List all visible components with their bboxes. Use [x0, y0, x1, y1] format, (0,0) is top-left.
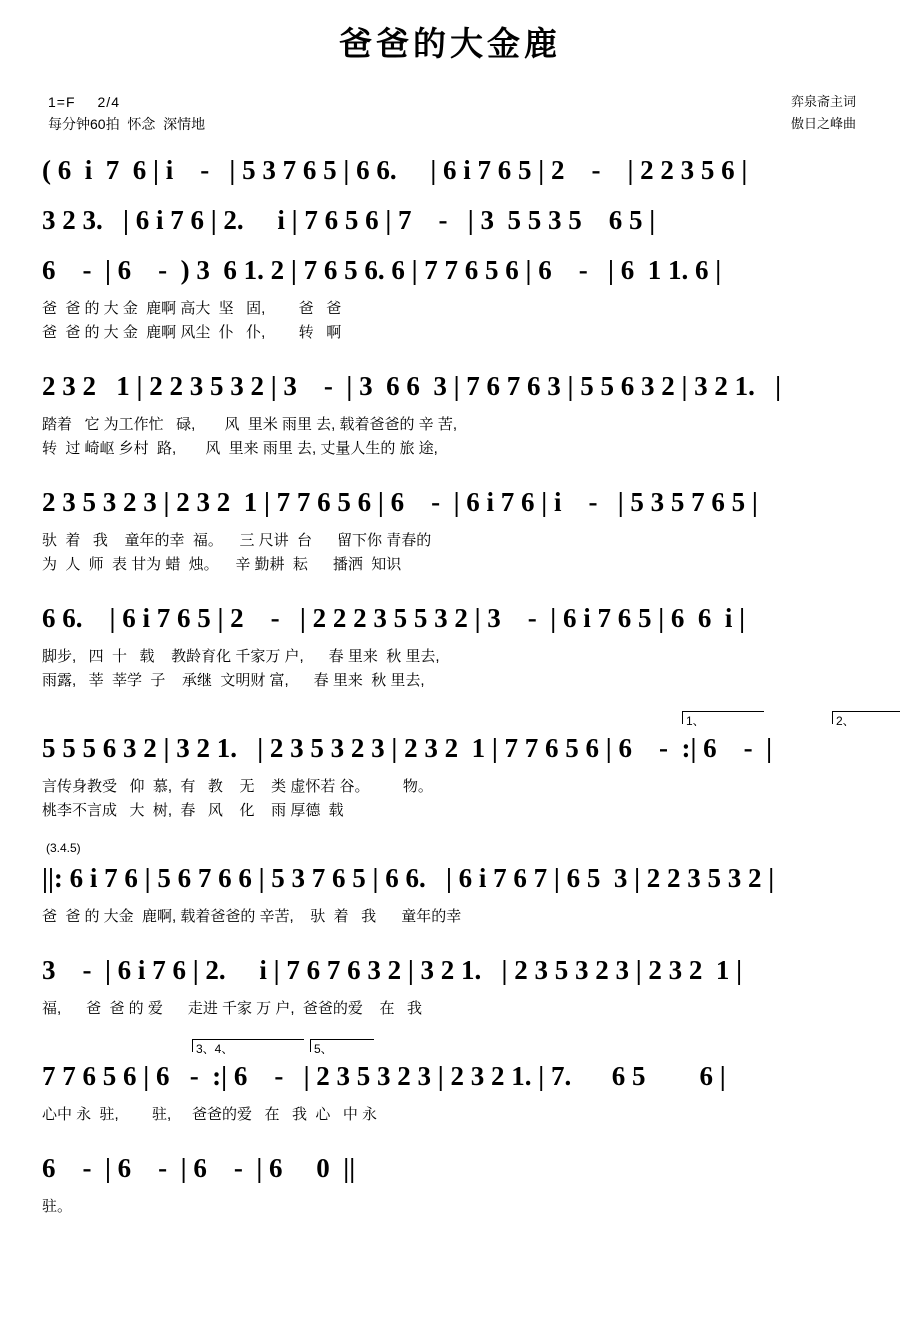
composer-credit: 傲日之峰曲	[790, 116, 856, 131]
note-row: 6 - | 6 - | 6 - | 6 0 ||	[42, 1153, 356, 1183]
lyric-row-verse3: 心中 永 驻, 驻, 爸爸的爱 在 我 心 中 永	[42, 1106, 378, 1123]
music-staff	[42, 147, 858, 1219]
score-meta-right	[791, 91, 856, 135]
score-meta-left	[48, 91, 205, 135]
music-line-7	[42, 725, 858, 823]
note-row: 3 - | 6 i 7 6 | 2. i | 7 6 7 6 3 2 | 3 2 1. | 2 3 5 3 2 3 | 2 3 2 1 |	[42, 955, 743, 985]
lyricist-credit: 弈泉斋主词	[790, 94, 856, 109]
note-row: 7 7 6 5 6 | 6 - :| 6 - | 2 3 5 3 2 3 | 2 3 2 1. | 7. 6 5 6 |	[42, 1061, 726, 1091]
music-line-11	[42, 1145, 858, 1219]
lyric-row-verse2: 爸 爸 的 大 金 鹿啊 风尘 仆 仆, 转 啊	[42, 324, 342, 341]
expression-marking-2: 深情地	[163, 116, 206, 132]
tempo-expression	[48, 113, 205, 135]
music-line-4	[42, 363, 858, 461]
note-row: 2 3 2 1 | 2 2 3 5 3 2 | 3 - | 3 6 6 3 | 7 6 7 6 3 | 5 5 6 3 2 | 3 2 1. |	[42, 371, 782, 401]
lyric-row-verse2: 桃李不言成 大 树, 春 风 化 雨 厚德 载	[42, 802, 344, 819]
key-signature: 1=F	[48, 94, 76, 110]
lyric-row-verse3: 福, 爸 爸 的 爱 走进 千家 万 户, 爸爸的爱 在 我	[42, 1000, 423, 1017]
second-ending-mark: 2、	[832, 711, 900, 724]
note-row: ( 6 i 7 6 | i - | 5 3 7 6 5 | 6 6. | 6 i 7 6 5 | 2 - | 2 2 3 5 6 |	[42, 155, 748, 185]
ending-brackets-row-2	[42, 1039, 858, 1056]
repeat-verse-note: (3.4.5)	[46, 841, 81, 855]
key-time-signature	[48, 91, 205, 113]
lyric-row-verse3: 爸 爸 的 大金 鹿啊, 载着爸爸的 辛苦, 驮 着 我 童年的幸	[42, 908, 462, 925]
ending-brackets-row-1	[42, 711, 858, 728]
lyric-row-verse1: 脚步, 四 十 载 教龄育化 千家万 户, 春 里来 秋 里去,	[42, 648, 440, 665]
tempo-marking: 每分钟60拍	[48, 116, 120, 132]
music-line-2	[42, 197, 858, 245]
page-title: 爸爸的大金鹿	[339, 25, 561, 62]
note-row: 6 - | 6 - ) 3 6 1. 2 | 7 6 5 6. 6 | 7 7 6 5 6 | 6 - | 6 1 1. 6 |	[42, 255, 722, 285]
fifth-ending-mark: 5、	[310, 1039, 374, 1052]
music-line-5	[42, 479, 858, 577]
music-line-3	[42, 247, 858, 345]
first-ending-mark: 1、	[682, 711, 764, 724]
note-row: 6 6. | 6 i 7 6 5 | 2 - | 2 2 2 3 5 5 3 2 | 3 - | 6 i 7 6 5 | 6 6 i |	[42, 603, 746, 633]
lyric-row-verse2: 转 过 崎岖 乡村 路, 风 里来 雨里 去, 丈量人生的 旅 途,	[42, 440, 438, 457]
music-line-6	[42, 595, 858, 693]
sheet-music-page	[0, 18, 900, 1323]
lyric-row-verse2: 雨露, 莘 莘学 子 承继 文明财 富, 春 里来 秋 里去,	[42, 672, 425, 689]
music-line-8	[42, 855, 858, 929]
lyric-row-verse1: 踏着 它 为工作忙 碌, 风 里米 雨里 去, 载着爸爸的 辛 苦,	[42, 416, 458, 433]
time-signature: 2/4	[97, 94, 120, 110]
note-row: 2 3 5 3 2 3 | 2 3 2 1 | 7 7 6 5 6 | 6 - | 6 i 7 6 | i - | 5 3 5 7 6 5 |	[42, 487, 758, 517]
music-line-1	[42, 147, 858, 195]
note-row: ||: 6 i 7 6 | 5 6 7 6 6 | 5 3 7 6 5 | 6 6. | 6 i 7 6 7 | 6 5 3 | 2 2 3 5 3 2 |	[42, 863, 775, 893]
music-line-9	[42, 947, 858, 1021]
lyric-row-final: 驻。	[42, 1198, 73, 1215]
lyric-row-verse2: 为 人 师 表 甘为 蜡 烛。 辛 勤耕 耘 播洒 知识	[42, 556, 402, 573]
note-row: 5 5 5 6 3 2 | 3 2 1. | 2 3 5 3 2 3 | 2 3 2 1 | 7 7 6 5 6 | 6 - :| 6 - |	[42, 733, 773, 763]
expression-marking-1: 怀念	[127, 116, 156, 132]
music-line-10	[42, 1053, 858, 1127]
lyric-row-verse1: 爸 爸 的 大 金 鹿啊 高大 坚 固, 爸 爸	[42, 300, 342, 317]
lyric-row-verse1: 言传身教受 仰 慕, 有 教 无 类 虚怀若 谷。 物。	[42, 778, 433, 795]
third-fourth-ending-mark: 3、4、	[192, 1039, 304, 1052]
score-metadata	[0, 91, 900, 147]
note-row: 3 2 3. | 6 i 7 6 | 2. i | 7 6 5 6 | 7 - | 3 5 5 3 5 6 5 |	[42, 205, 656, 235]
lyric-row-verse1: 驮 着 我 童年的幸 福。 三 尺讲 台 留下你 青春的	[42, 532, 432, 549]
